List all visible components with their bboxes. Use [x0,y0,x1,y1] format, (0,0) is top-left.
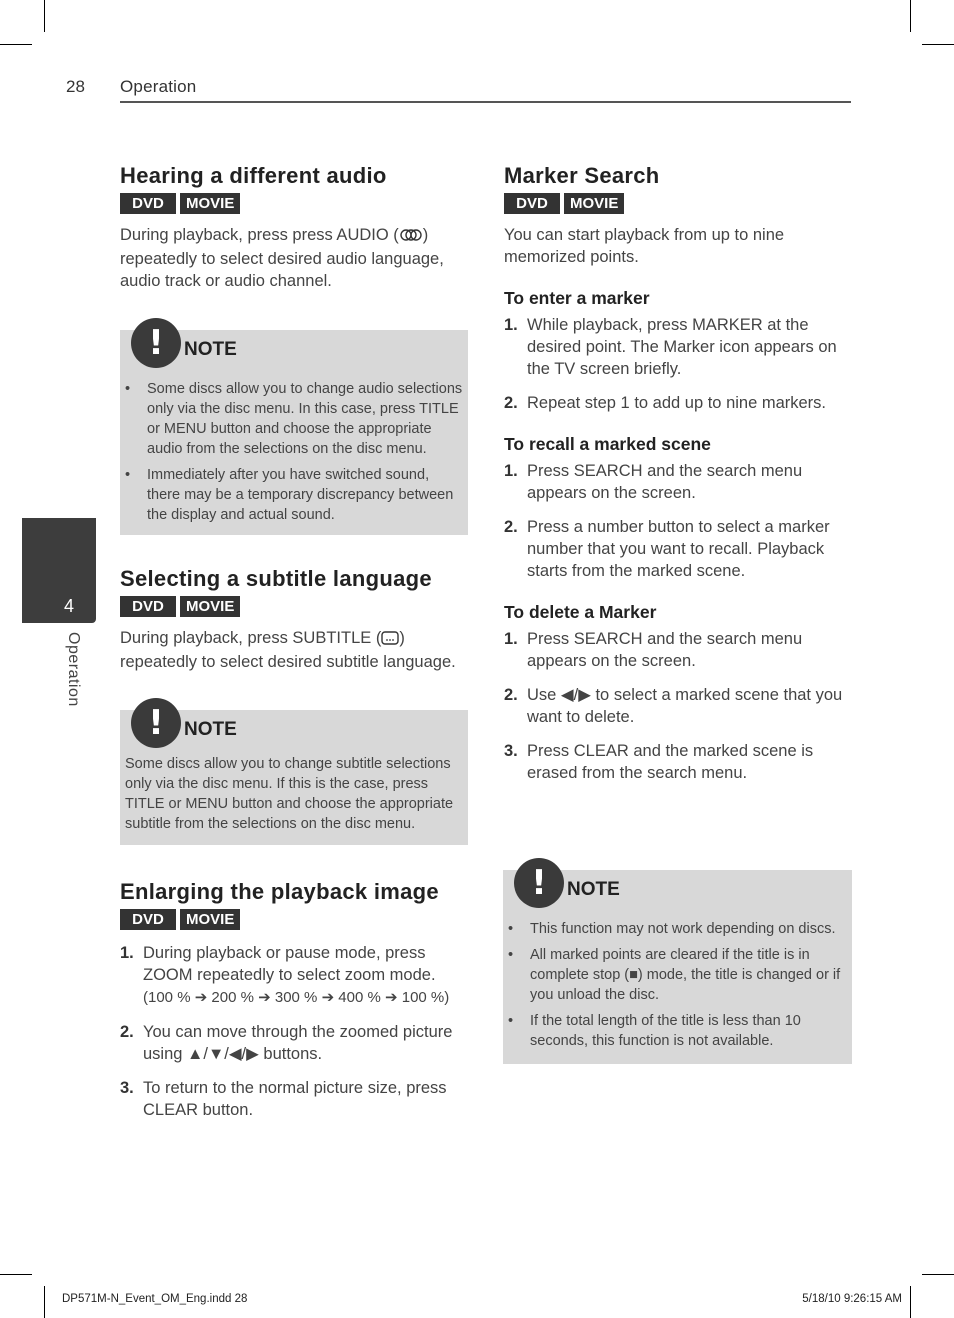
bullet: • [125,381,131,397]
marker-note-box [503,863,852,1064]
step-text: During playback or pause mode, press ZOOM repeatedly to select zoom mode. [143,944,436,984]
step-number: 2. [120,1023,134,1041]
crop-mark [922,1274,954,1275]
step-number: 1. [504,316,518,334]
note-text: This function may not work depending on discs. [530,921,836,937]
recall-marker-steps [504,460,854,582]
list-item [508,945,850,1005]
subtitle-heading: Selecting a subtitle language [120,566,432,591]
step-number: 1. [120,944,134,962]
step-text: To return to the normal picture size, press CLEAR button. [143,1079,447,1119]
crop-mark [922,44,954,45]
zoom-sequence: (100 % ➔ 200 % ➔ 300 % ➔ 400 % ➔ 100 %) [143,989,450,1006]
dvd-badge: DVD [120,193,176,214]
note-title: NOTE [184,719,237,740]
recall-marker-heading: To recall a marked scene [504,434,711,454]
zoom-section [120,879,470,1133]
note-text: If the total length of the title is less than 10 seconds, this function is not available. [530,1013,801,1049]
crop-mark [0,44,32,45]
header-rule [120,101,851,103]
audio-button-icon [399,226,423,248]
list-item [125,379,465,459]
note-text: All marked points are cleared if the title is in complete stop (■) mode, the title is changed or if you unload the disc. [530,947,841,1003]
list-item [504,392,854,414]
zoom-heading: Enlarging the playback image [120,879,439,904]
step-text: Repeat step 1 to add up to nine markers. [527,394,827,412]
chapter-label: Operation [65,632,82,707]
exclamation-icon: ! [131,698,181,748]
movie-badge: MOVIE [180,193,240,214]
step-number: 1. [504,462,518,480]
movie-badge: MOVIE [180,596,240,617]
step-number: 2. [504,686,518,704]
step-number: 2. [504,394,518,412]
list-item [125,465,465,525]
note-text: Immediately after you have switched sound, there may be a temporary discrepancy between the display and actual sound. [147,467,454,523]
dvd-badge: DVD [120,596,176,617]
crop-mark [0,1274,32,1275]
step-body [143,942,470,1009]
marker-intro: You can start playback from up to nine memorized points. [504,226,785,266]
subtitle-body-text-end: ) repeatedly to select desired subtitle language. [120,629,456,671]
delete-marker-steps [504,628,854,784]
movie-badge: MOVIE [564,193,624,214]
note-text: Some discs allow you to change audio selections only via the disc menu. In this case, press TITLE or MENU button and choose the appropriate audio from the selections on the disc menu. [147,381,463,457]
dvd-badge: DVD [504,193,560,214]
subtitle-button-icon [381,629,399,651]
crop-mark [910,0,911,32]
footer-filename: DP571M-N_Event_OM_Eng.indd 28 [62,1293,248,1305]
enter-marker-steps [504,314,854,414]
step-text: Use ◀/▶ to select a marked scene that you want to delete. [527,686,843,726]
step-text: You can move through the zoomed picture using ▲/▼/◀/▶ buttons. [143,1023,453,1063]
step-text: Press SEARCH and the search menu appears on the screen. [527,462,803,502]
exclamation-icon: ! [514,858,564,908]
zoom-steps [120,942,470,1121]
chapter-number: 4 [64,596,75,616]
disc-badges [120,193,470,214]
list-item [504,628,854,672]
page-number: 28 [66,77,85,96]
bullet: • [508,1013,514,1029]
audio-note-body [125,379,465,531]
note-title: NOTE [184,339,237,360]
enter-marker-heading: To enter a marker [504,288,650,308]
crop-mark [910,1286,911,1318]
list-item [504,314,854,380]
movie-badge: MOVIE [180,909,240,930]
list-item [504,740,854,784]
marker-section [504,163,854,796]
step-text: While playback, press MARKER at the desired point. The Marker icon appears on the TV screen briefly. [527,316,837,378]
step-number: 3. [120,1079,134,1097]
bullet: • [508,947,514,963]
subtitle-note-box [120,703,468,845]
exclamation-icon: ! [131,318,181,368]
list-item [504,684,854,728]
list-item [120,1021,470,1065]
list-item [508,919,850,939]
step-text: Press CLEAR and the marked scene is erased from the search menu. [527,742,814,782]
step-text: Press a number button to select a marker number that you want to recall. Playback starts from the marked scene. [527,518,830,580]
note-title: NOTE [567,879,620,900]
audio-note-box [120,323,468,535]
subtitle-section [120,566,470,673]
marker-note-body [508,919,850,1057]
bullet: • [125,467,131,483]
audio-body [120,224,470,292]
subtitle-note-text: Some discs allow you to change subtitle selections only via the disc menu. If this is the case, press TITLE or MENU button and choose the appropriate subtitle from the selections on the disc menu. [125,756,454,832]
crop-mark [44,0,45,32]
marker-heading: Marker Search [504,163,660,188]
disc-badges [504,193,854,214]
chapter-tab [22,518,96,623]
step-number: 3. [504,742,518,760]
step-text: Press SEARCH and the search menu appears on the screen. [527,630,803,670]
disc-badges [120,909,470,930]
subtitle-body-text: During playback, press SUBTITLE ( [120,629,382,647]
audio-section [120,163,470,292]
list-item [120,942,470,1009]
list-item [120,1077,470,1121]
footer-timestamp: 5/18/10 9:26:15 AM [802,1293,902,1305]
bullet: • [508,921,514,937]
subtitle-body [120,627,470,673]
list-item [504,460,854,504]
disc-badges [120,596,470,617]
audio-body-text-end: ) repeatedly to select desired audio language, audio track or audio channel. [120,226,444,290]
step-number: 2. [504,518,518,536]
delete-marker-heading: To delete a Marker [504,602,657,622]
audio-body-text: During playback, press press AUDIO ( [120,226,399,244]
audio-heading: Hearing a different audio [120,163,387,188]
step-number: 1. [504,630,518,648]
crop-mark [44,1286,45,1318]
list-item [504,516,854,582]
list-item [508,1011,850,1051]
dvd-badge: DVD [120,909,176,930]
section-title: Operation [120,77,197,96]
